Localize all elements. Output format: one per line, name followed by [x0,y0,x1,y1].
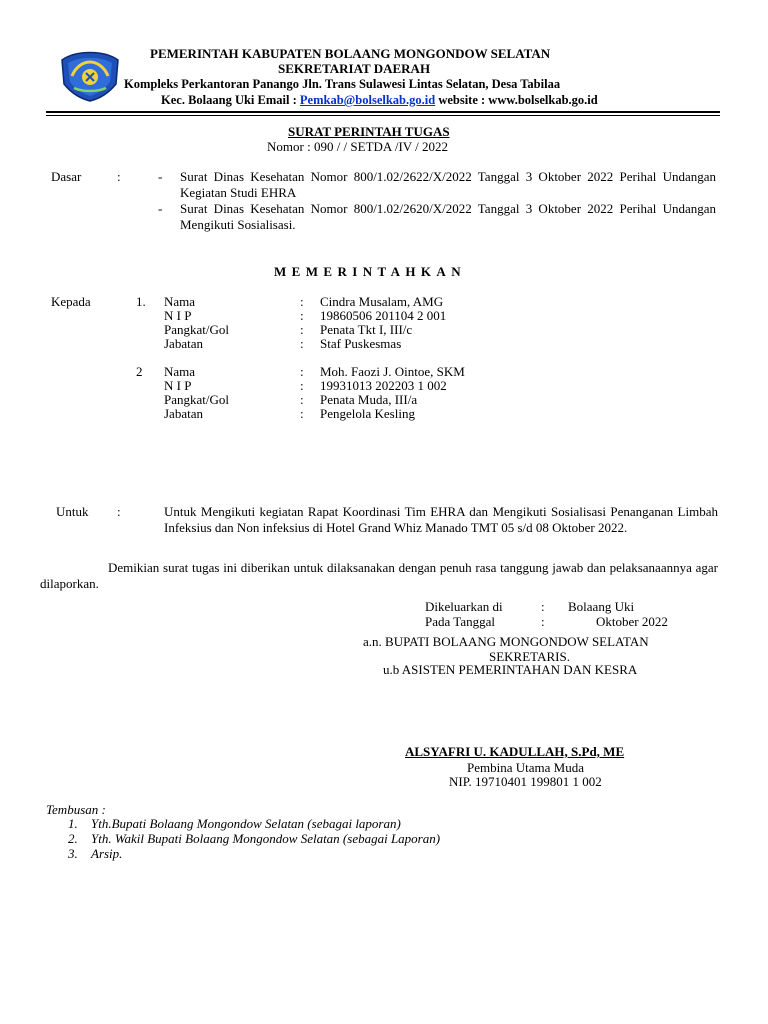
tembusan-item: Yth. Wakil Bupati Bolaang Mongondow Selatan (sebagai Laporan) [91,831,441,846]
signatory-ub: u.b ASISTEN PEMERINTAHAN DAN KESRA [383,662,638,677]
field-colon: : [300,406,304,421]
signatory-name: ALSYAFRI U. KADULLAH, S.Pd, ME [405,744,625,759]
tembusan-number: 3. [68,846,78,861]
signatory-nip: NIP. 19710401 199801 1 002 [449,774,602,789]
on-behalf-of: a.n. BUPATI BOLAANG MONGONDOW SELATAN [363,634,649,649]
field-label: Jabatan [164,406,203,421]
date-label: Pada Tanggal [425,614,495,629]
letterhead-contact [161,93,598,108]
field-colon: : [300,294,304,309]
document-number: Nomor : 090 / / SETDA /IV / 2022 [267,139,449,154]
field-value: Moh. Faozi J. Ointoe, SKM [320,364,465,379]
field-value: Staf Puskesmas [320,336,402,351]
contact-website: website : www.bolselkab.go.id [435,93,598,107]
field-label: N I P [164,308,192,323]
field-colon: : [300,364,304,379]
dasar-bullet: - [158,169,163,184]
kepada-label: Kepada [51,294,91,309]
signatory-rank: Pembina Utama Muda [467,760,584,775]
field-value: Pengelola Kesling [320,406,415,421]
tembusan-item: Yth.Bupati Bolaang Mongondow Selatan (sebagai laporan) [91,816,401,831]
memerintahkan-heading: MEMERINTAHKAN [274,264,467,279]
dasar-label: Dasar [51,169,82,184]
tembusan-number: 1. [68,816,78,831]
letterhead-address: Kompleks Perkantoran Panango Jln. Trans Sulawesi Lintas Selatan, Desa Tabilaa [124,77,561,91]
dasar-item: Surat Dinas Kesehatan Nomor 800/1.02/2622/X/2022 Tanggal 3 Oktober 2022 Perihal Undangan Kegiatan Studi EHRA [180,169,716,200]
untuk-text: Untuk Mengikuti kegiatan Rapat Koordinasi Tim EHRA dan Mengikuti Sosialisasi Penanganan Limbah Infeksius dan Non infeksius di Hotel Grand Whiz Manado TMT 05 s/d 08 Oktober 2022. [164,504,718,535]
tembusan-item: Arsip. [91,846,123,861]
letterhead-secretariat: SEKRETARIAT DAERAH [278,61,431,76]
letterhead-divider-thin [46,115,720,116]
field-label: N I P [164,378,192,393]
field-label: Nama [164,294,196,309]
field-value: Penata Tkt I, III/c [320,322,413,337]
field-label: Nama [164,364,196,379]
date-colon: : [541,614,545,629]
tembusan-number: 2. [68,831,78,846]
issued-label: Dikeluarkan di [425,599,503,614]
field-colon: : [300,336,304,351]
letterhead-government-name: PEMERINTAH KABUPATEN BOLAANG MONGONDOW SELATAN [150,46,551,61]
field-colon: : [300,322,304,337]
regency-emblem-icon [58,46,122,102]
person-number: 1. [136,294,146,309]
dasar-item: Surat Dinas Kesehatan Nomor 800/1.02/2620/X/2022 Tanggal 3 Oktober 2022 Perihal Undangan Mengikuti Sosialisasi. [180,201,716,232]
field-value: 19860506 201104 2 001 [320,308,447,323]
issued-colon: : [541,599,545,614]
dasar-bullet: - [158,201,163,216]
letterhead-divider-thick [46,111,720,113]
document-title: SURAT PERINTAH TUGAS [288,124,450,139]
signatory-office: SEKRETARIS. [489,649,570,664]
field-value: Cindra Musalam, AMG [320,294,444,309]
email-link[interactable]: Pemkab@bolselkab.go.id [299,93,436,107]
issued-value: Bolaang Uki [568,599,635,614]
field-colon: : [300,308,304,323]
field-label: Jabatan [164,336,203,351]
field-colon: : [300,378,304,393]
date-value: Oktober 2022 [596,614,668,629]
field-label: Pangkat/Gol [164,392,229,407]
untuk-colon: : [117,504,121,519]
dasar-colon: : [117,169,121,184]
closing-paragraph: Demikian surat tugas ini diberikan untuk dilaksanakan dengan penuh rasa tanggung jawab dan pelaksanaannya agar dilaporkan. [40,560,718,591]
field-value: Penata Muda, III/a [320,392,418,407]
contact-prefix: Kec. Bolaang Uki Email : [161,93,300,107]
untuk-label: Untuk [56,504,89,519]
field-colon: : [300,392,304,407]
field-label: Pangkat/Gol [164,322,229,337]
tembusan-label: Tembusan : [46,802,106,817]
person-number: 2 [136,364,143,379]
field-value: 19931013 202203 1 002 [320,378,447,393]
